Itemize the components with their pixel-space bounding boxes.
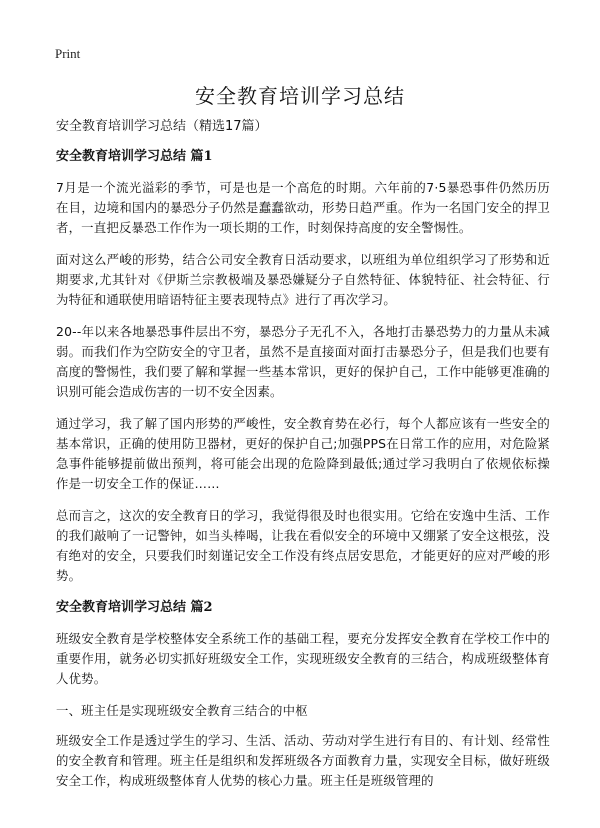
section-heading: 安全教育培训学习总结 篇1 [56, 149, 213, 164]
section-2 [56, 598, 550, 791]
document-body [56, 117, 550, 803]
section-heading: 安全教育培训学习总结 篇2 [56, 600, 213, 615]
section-1 [56, 147, 550, 586]
paragraph: 7月是一个流光溢彩的季节，可是也是一个高危的时期。六年前的7·5暴恐事件仍然历历在目，边境和国内的暴恐分子仍然是蠢蠢欲动，形势日趋严重。作为一名国门安全的捍卫者，一直把反暴恐工作作为一项长期的工作，时刻保持高度的安全警惕性。 [56, 180, 550, 235]
paragraph: 面对这么严峻的形势，结合公司安全教育日活动要求，以班组为单位组织学习了形势和近期要求,尤其针对《伊斯兰宗教极端及暴恐嫌疑分子自然特征、体貌特征、社会特征、行为特征和通联使用暗语特征主要表现特点》进行了再次学习。 [56, 252, 550, 307]
document-title: 安全教育培训学习总结 [195, 84, 405, 108]
paragraph: 班级安全工作是透过学生的学习、生活、活动、劳动对学生进行有目的、有计划、经常性的安全教育和管理。班主任是组织和发挥班级各方面教育力量，实现安全目标，做好班级安全工作，构成班级整体育人优势的核心力量。班主任是班级管理的 [56, 733, 550, 788]
paragraph: 班级安全教育是学校整体安全系统工作的基础工程，要充分发挥安全教育在学校工作中的重要作用，就务必切实抓好班级安全工作，实现班级安全教育的三结合，构成班级整体育人优势。 [56, 631, 550, 686]
paragraph: 总而言之，这次的安全教育日的学习，我觉得很及时也很实用。它给在安逸中生活、工作的我们敲响了一记警钟，如当头棒喝，让我在看似安全的环境中又绷紧了安全这根弦，没有绝对的安全，只要我们时刻谨记安全工作没有终点居安思危，才能更好的应对严峻的形势。 [56, 508, 550, 583]
print-link[interactable]: Print [55, 46, 81, 61]
subsection-heading: 一、班主任是实现班级安全教育三结合的中枢 [56, 703, 308, 718]
paragraph: 20--年以来各地暴恐事件层出不穷，暴恐分子无孔不入，各地打击暴恐势力的力量从未减弱。而我们作为空防安全的守卫者，虽然不是直接面对面打击暴恐分子，但是我们也要有高度的警惕性，我们要了解和掌握一些基本常识，更好的保护自己，工作中能够更准确的识别可能会造成伤害的一切不安全因素。 [56, 324, 550, 399]
paragraph: 通过学习，我了解了国内形势的严峻性，安全教育势在必行，每个人都应该有一些安全的基本常识，正确的使用防卫器材，更好的保护自己;加强PPS在日常工作的应用，对危险紧急事件能够提前做出预判，将可能会出现的危险降到最低;通过学习我明白了依规依标操作是一切安全工作的保证…… [56, 416, 550, 491]
document-subtitle: 安全教育培训学习总结（精选17篇） [56, 119, 268, 134]
